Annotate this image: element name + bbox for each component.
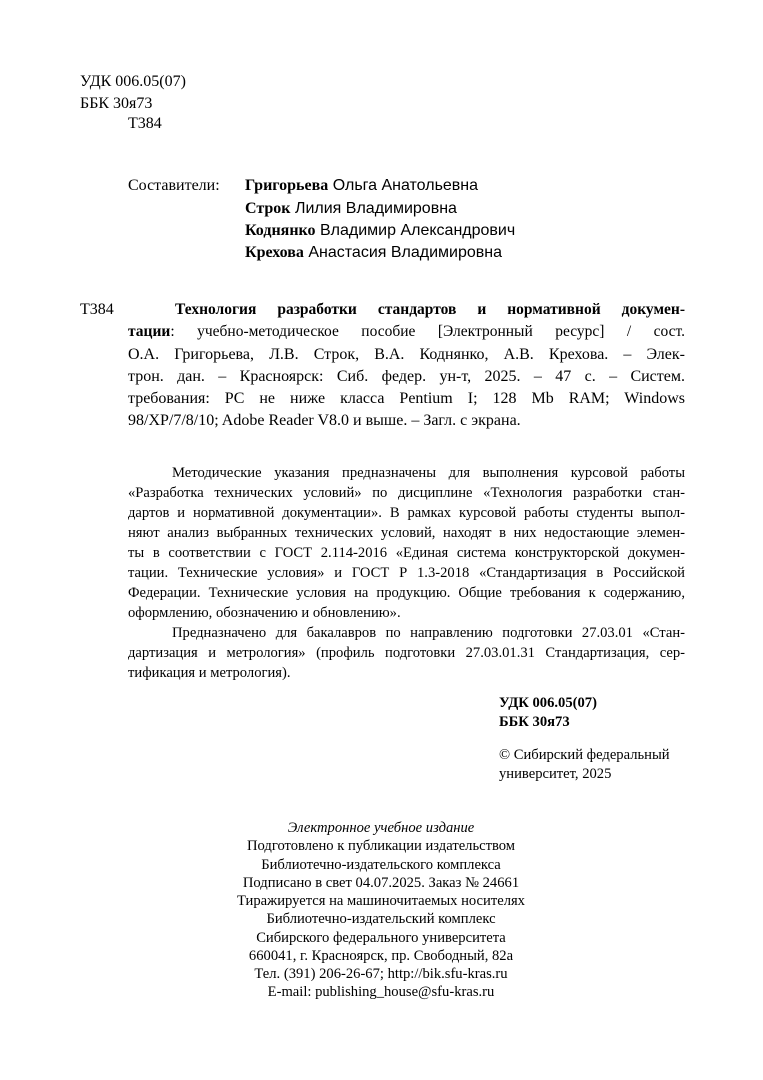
- compiler-item: [245, 243, 502, 263]
- imprint-title: [180, 819, 582, 837]
- abstract-line: Федерации. Технические условия на продукцию. Общие требования к содержанию,: [128, 585, 685, 601]
- biblio-title-part1: Технология разработки стандартов и нормативной докумен-: [175, 301, 685, 318]
- compiler-names: Лилия Владимировна: [290, 200, 457, 217]
- imprint-line: Библиотечно-издательский комплекс: [266, 911, 496, 927]
- imprint-line: Подписано в свет 04.07.2025. Заказ № 24661: [242, 875, 520, 891]
- abstract-line: ты в соответствии с ГОСТ 2.114-2016 «Единая система конструкторской докумен-: [128, 545, 685, 561]
- abstract-line: няют анализ выбранных технических условий, находят в них недостающие элемен-: [128, 525, 685, 541]
- udk-code-bold: УДК 006.05(07): [499, 695, 597, 711]
- compiler-names: Владимир Александрович: [315, 222, 516, 239]
- biblio-line1-rest: : учебно-методическое пособие [Электронный ресурс] / сост.: [170, 323, 685, 340]
- abstract-line: дартов и нормативной документации». В рамках курсовой работы студенты выпол-: [128, 505, 685, 521]
- abstract-line: Предназначено для бакалавров по направлению подготовки 27.03.01 «Стан-: [172, 625, 685, 641]
- abstract-line: тации. Технические условия» и ГОСТ Р 1.3-2018 «Стандартизация в Российской: [128, 565, 685, 581]
- compiler-names: Ольга Анатольевна: [328, 177, 479, 194]
- biblio-line: 98/XP/7/8/10; Adobe Reader V8.0 и выше. – Загл. с экрана.: [128, 412, 521, 429]
- biblio-code: Т384: [80, 301, 114, 318]
- imprint-title-text: Электронное учебное издание: [287, 820, 475, 836]
- abstract-line: «Разработка технических условий» по дисциплине «Технология разработки стан-: [128, 485, 685, 501]
- compiler-surname: Крехова: [245, 244, 304, 261]
- compiler-surname: Коднянко: [245, 222, 316, 239]
- imprint-line: E-mail: publishing_house@sfu-kras.ru: [267, 984, 495, 1000]
- abstract-line: оформлению, обозначению и обновлению».: [128, 605, 401, 621]
- biblio-line: трон. дан. – Красноярск: Сиб. федер. ун-т, 2025. – 47 с. – Систем.: [128, 368, 685, 385]
- imprint-line: Сибирского федерального университета: [256, 930, 506, 946]
- biblio-title-line: [175, 300, 685, 320]
- copyright-line: © Сибирский федеральный: [499, 747, 670, 763]
- compiler-item: [245, 176, 478, 196]
- imprint-line: Библиотечно-издательского комплекса: [261, 857, 501, 873]
- bbk-code: ББК 30я73: [80, 95, 153, 112]
- copyright-line: университет, 2025: [499, 766, 612, 782]
- compiler-item: [245, 199, 457, 219]
- compiler-surname: Строк: [245, 200, 291, 217]
- abstract-line: дартизация и метрология» (профиль подготовки 27.03.01.31 Стандартизация, сер-: [128, 645, 685, 661]
- biblio-line: требования: PC не ниже класса Pentium I; 128 Mb RAM; Windows: [128, 390, 685, 407]
- biblio-line: О.А. Григорьева, Л.В. Строк, В.А. Коднянко, А.В. Крехова. – Элек-: [128, 346, 685, 363]
- abstract-line: Методические указания предназначены для выполнения курсовой работы: [172, 465, 685, 481]
- compiler-item: [245, 221, 515, 241]
- udk-code: УДК 006.05(07): [80, 73, 186, 90]
- compiler-surname: Григорьева: [245, 177, 329, 194]
- imprint-line: 660041, г. Красноярск, пр. Свободный, 82а: [248, 948, 514, 964]
- imprint-line: Тиражируется на машиночитаемых носителях: [237, 893, 525, 909]
- compilers-label: Составители:: [128, 177, 220, 194]
- author-mark: Т384: [128, 115, 162, 132]
- compiler-names: Анастасия Владимировна: [303, 244, 503, 261]
- abstract-line: тификация и метрология).: [128, 665, 291, 681]
- imprint-line: Подготовлено к публикации издательством: [246, 838, 516, 854]
- biblio-line: [128, 322, 685, 342]
- biblio-title-part2: тации: [128, 323, 171, 340]
- bbk-code-bold: ББК 30я73: [499, 714, 570, 730]
- imprint-line: Тел. (391) 206-26-67; http://bik.sfu-kras.ru: [254, 966, 508, 982]
